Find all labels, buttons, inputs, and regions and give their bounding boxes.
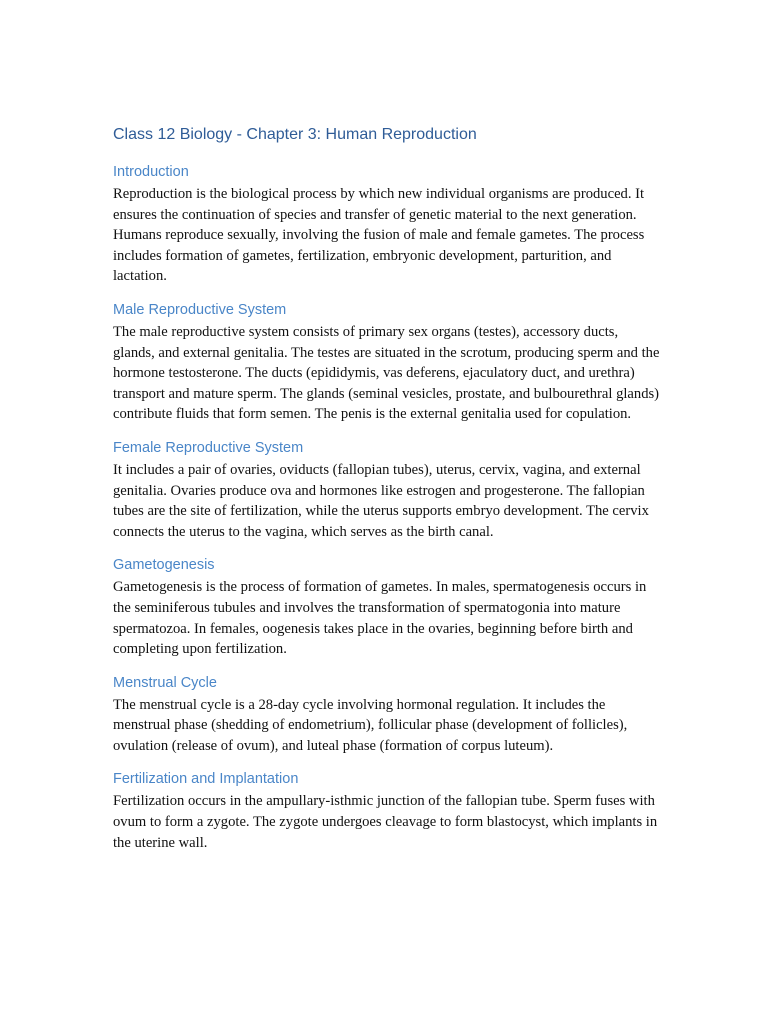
section-body: It includes a pair of ovaries, oviducts (fallopian tubes), uterus, cervix, vagina, and external genitalia. Ovaries produce ova and hormones like estrogen and progesterone. The fallopian tubes are the site of fertilization, while the uterus supports embryo development. The cervix connects the uterus to the vagina, which serves as the birth canal. xyxy=(113,461,649,540)
section-body: Fertilization occurs in the ampullary-isthmic junction of the fallopian tube. Sperm fuses with ovum to form a zygote. The zygote undergoes cleavage to form blastocyst, which implants in the uterine wall. xyxy=(113,793,658,851)
section-body: The male reproductive system consists of primary sex organs (testes), accessory ducts, glands, and external genitalia. The testes are situated in the scrotum, producing sperm and the hormone testosterone. The ducts (epididymis, vas deferens, ejaculatory duct, and urethra) transport and mature sperm. The glands (seminal vesicles, prostate, and bulbourethral glands) contribute fluids that form semen. The penis is the external genitalia used for copulation. xyxy=(113,323,660,423)
document-page xyxy=(113,124,661,866)
section-male-reproductive-system xyxy=(113,300,661,425)
section-fertilization-and-implantation xyxy=(113,769,661,853)
section-heading: Introduction xyxy=(113,164,189,180)
section-female-reproductive-system xyxy=(113,438,661,542)
document-title: Class 12 Biology - Chapter 3: Human Reproduction xyxy=(113,126,477,143)
section-heading: Male Reproductive System xyxy=(113,301,287,318)
section-heading: Menstrual Cycle xyxy=(113,674,217,691)
section-heading: Fertilization and Implantation xyxy=(113,771,299,788)
section-gametogenesis xyxy=(113,555,661,659)
section-body: The menstrual cycle is a 28-day cycle involving hormonal regulation. It includes the menstrual phase (shedding of endometrium), follicular phase (development of follicles), ovulation (release of ovum), and luteal phase (formation of corpus luteum). xyxy=(113,696,628,754)
section-body: Reproduction is the biological process by which new individual organisms are produced. It ensures the continuation of species and transfer of genetic material to the next generation. Humans reproduce sexually, involving the fusion of male and female gametes. The process includes formation of gametes, fertilization, embryonic development, parturition, and lactation. xyxy=(113,186,645,285)
section-menstrual-cycle xyxy=(113,673,661,757)
section-heading: Female Reproductive System xyxy=(113,439,304,456)
section-heading: Gametogenesis xyxy=(113,557,215,574)
section-introduction xyxy=(113,162,661,287)
section-body: Gametogenesis is the process of formation of gametes. In males, spermatogenesis occurs in the seminiferous tubules and involves the transformation of spermatogonia into mature spermatozoa. In females, oogenesis takes place in the ovaries, beginning before birth and completing upon fertilization. xyxy=(113,579,647,658)
